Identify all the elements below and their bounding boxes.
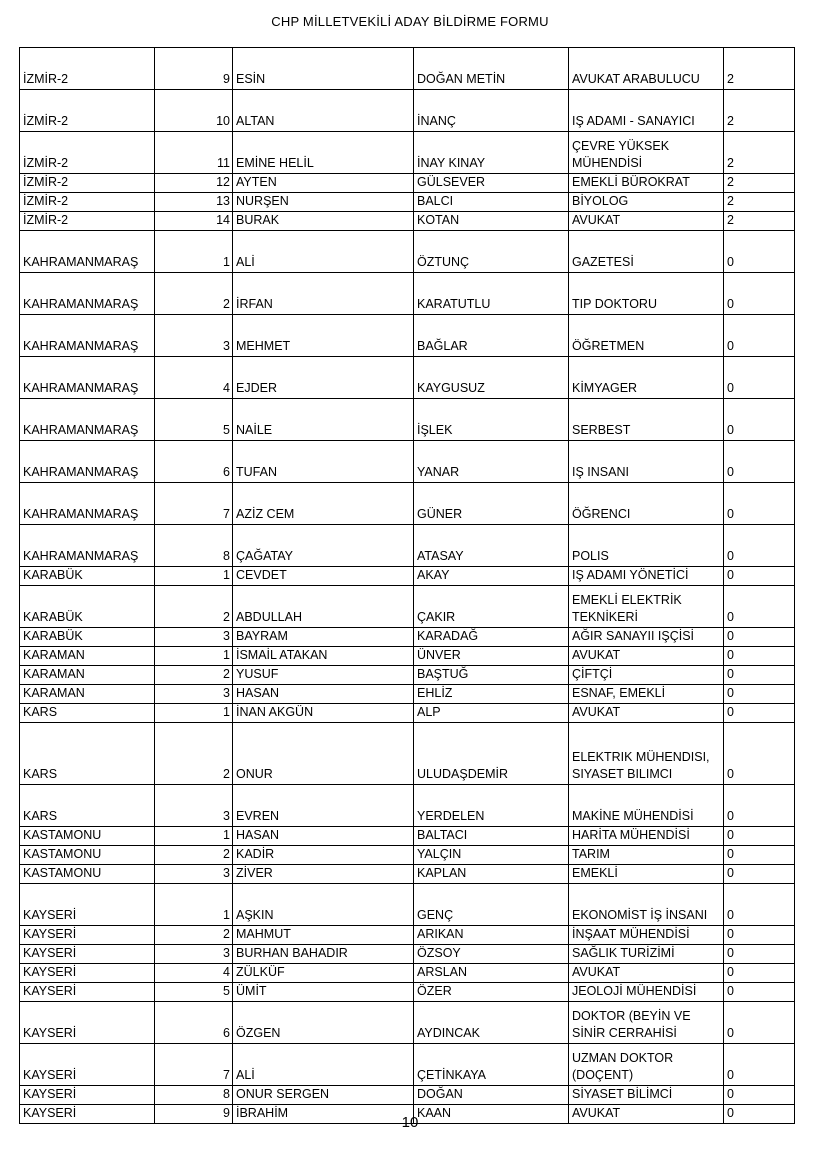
rank-cell: 7 bbox=[155, 1044, 233, 1086]
table-row bbox=[20, 212, 795, 231]
rank-cell: 3 bbox=[155, 785, 233, 827]
code-cell: 0 bbox=[724, 685, 795, 704]
table-row bbox=[20, 827, 795, 846]
first-name-cell: İNAN AKGÜN bbox=[233, 704, 414, 723]
profession-cell: ÇEVRE YÜKSEK MÜHENDİSİ bbox=[569, 132, 724, 174]
table-row bbox=[20, 90, 795, 132]
profession-cell: TARIM bbox=[569, 846, 724, 865]
last-name-cell: DOĞAN bbox=[414, 1086, 569, 1105]
table-row bbox=[20, 884, 795, 926]
profession-cell: AĞIR SANAYII IŞÇİSİ bbox=[569, 628, 724, 647]
rank-cell: 1 bbox=[155, 884, 233, 926]
profession-cell: TIP DOKTORU bbox=[569, 273, 724, 315]
last-name-cell: YALÇIN bbox=[414, 846, 569, 865]
last-name-cell: ÖZER bbox=[414, 983, 569, 1002]
code-cell: 0 bbox=[724, 567, 795, 586]
first-name-cell: NAİLE bbox=[233, 399, 414, 441]
table-row bbox=[20, 1086, 795, 1105]
province-cell: KARS bbox=[20, 704, 155, 723]
profession-cell: EKONOMİST İŞ İNSANI bbox=[569, 884, 724, 926]
province-cell: KAYSERİ bbox=[20, 1086, 155, 1105]
code-cell: 0 bbox=[724, 273, 795, 315]
province-cell: KAHRAMANMARAŞ bbox=[20, 483, 155, 525]
first-name-cell: MAHMUT bbox=[233, 926, 414, 945]
table-row bbox=[20, 525, 795, 567]
table-row bbox=[20, 174, 795, 193]
table-row bbox=[20, 441, 795, 483]
rank-cell: 11 bbox=[155, 132, 233, 174]
last-name-cell: ARIKAN bbox=[414, 926, 569, 945]
code-cell: 0 bbox=[724, 1086, 795, 1105]
first-name-cell: BAYRAM bbox=[233, 628, 414, 647]
code-cell: 2 bbox=[724, 90, 795, 132]
first-name-cell: ÇAĞATAY bbox=[233, 525, 414, 567]
first-name-cell: EJDER bbox=[233, 357, 414, 399]
last-name-cell: AYDINCAK bbox=[414, 1002, 569, 1044]
province-cell: KASTAMONU bbox=[20, 846, 155, 865]
first-name-cell: ONUR SERGEN bbox=[233, 1086, 414, 1105]
rank-cell: 2 bbox=[155, 846, 233, 865]
first-name-cell: BURHAN BAHADIR bbox=[233, 945, 414, 964]
rank-cell: 10 bbox=[155, 90, 233, 132]
table-row bbox=[20, 983, 795, 1002]
table-row bbox=[20, 273, 795, 315]
province-cell: KAHRAMANMARAŞ bbox=[20, 357, 155, 399]
province-cell: İZMİR-2 bbox=[20, 90, 155, 132]
rank-cell: 4 bbox=[155, 964, 233, 983]
first-name-cell: ESİN bbox=[233, 48, 414, 90]
profession-cell: POLIS bbox=[569, 525, 724, 567]
province-cell: İZMİR-2 bbox=[20, 174, 155, 193]
province-cell: KAHRAMANMARAŞ bbox=[20, 231, 155, 273]
code-cell: 2 bbox=[724, 174, 795, 193]
table-row bbox=[20, 1002, 795, 1044]
code-cell: 2 bbox=[724, 193, 795, 212]
province-cell: KARS bbox=[20, 785, 155, 827]
profession-cell: SİYASET BİLİMCİ bbox=[569, 1086, 724, 1105]
first-name-cell: İSMAİL ATAKAN bbox=[233, 647, 414, 666]
last-name-cell: ULUDAŞDEMİR bbox=[414, 723, 569, 785]
rank-cell: 2 bbox=[155, 723, 233, 785]
profession-cell: IŞ INSANI bbox=[569, 441, 724, 483]
rank-cell: 4 bbox=[155, 357, 233, 399]
code-cell: 0 bbox=[724, 964, 795, 983]
profession-cell: İNŞAAT MÜHENDİSİ bbox=[569, 926, 724, 945]
code-cell: 0 bbox=[724, 483, 795, 525]
profession-cell: DOKTOR (BEYİN VE SİNİR CERRAHİSİ bbox=[569, 1002, 724, 1044]
province-cell: KAHRAMANMARAŞ bbox=[20, 441, 155, 483]
profession-cell: EMEKLİ bbox=[569, 865, 724, 884]
code-cell: 0 bbox=[724, 666, 795, 685]
first-name-cell: ONUR bbox=[233, 723, 414, 785]
table-row bbox=[20, 865, 795, 884]
profession-cell: ÖĞRENCI bbox=[569, 483, 724, 525]
province-cell: KARS bbox=[20, 723, 155, 785]
profession-cell: ELEKTRIK MÜHENDISI, SIYASET BILIMCI bbox=[569, 723, 724, 785]
table-row bbox=[20, 647, 795, 666]
province-cell: KAYSERİ bbox=[20, 983, 155, 1002]
table-row bbox=[20, 945, 795, 964]
province-cell: KAYSERİ bbox=[20, 964, 155, 983]
last-name-cell: AKAY bbox=[414, 567, 569, 586]
province-cell: KASTAMONU bbox=[20, 865, 155, 884]
code-cell: 0 bbox=[724, 1044, 795, 1086]
code-cell: 2 bbox=[724, 212, 795, 231]
last-name-cell: BALTACI bbox=[414, 827, 569, 846]
rank-cell: 1 bbox=[155, 567, 233, 586]
rank-cell: 2 bbox=[155, 926, 233, 945]
last-name-cell: BALCI bbox=[414, 193, 569, 212]
rank-cell: 3 bbox=[155, 865, 233, 884]
table-row bbox=[20, 483, 795, 525]
first-name-cell: ALİ bbox=[233, 1044, 414, 1086]
code-cell: 0 bbox=[724, 399, 795, 441]
code-cell: 0 bbox=[724, 846, 795, 865]
province-cell: KAHRAMANMARAŞ bbox=[20, 525, 155, 567]
last-name-cell: ÖZSOY bbox=[414, 945, 569, 964]
rank-cell: 13 bbox=[155, 193, 233, 212]
table-row bbox=[20, 628, 795, 647]
table-row bbox=[20, 193, 795, 212]
profession-cell: IŞ ADAMI - SANAYICI bbox=[569, 90, 724, 132]
code-cell: 0 bbox=[724, 723, 795, 785]
first-name-cell: AZİZ CEM bbox=[233, 483, 414, 525]
table-row bbox=[20, 666, 795, 685]
table-row bbox=[20, 964, 795, 983]
province-cell: KAYSERİ bbox=[20, 884, 155, 926]
province-cell: KAYSERİ bbox=[20, 926, 155, 945]
province-cell: KAYSERİ bbox=[20, 1105, 155, 1124]
first-name-cell: ÖZGEN bbox=[233, 1002, 414, 1044]
rank-cell: 2 bbox=[155, 666, 233, 685]
rank-cell: 6 bbox=[155, 441, 233, 483]
rank-cell: 12 bbox=[155, 174, 233, 193]
last-name-cell: ÖZTUNÇ bbox=[414, 231, 569, 273]
province-cell: KAHRAMANMARAŞ bbox=[20, 273, 155, 315]
rank-cell: 3 bbox=[155, 945, 233, 964]
profession-cell: AVUKAT bbox=[569, 647, 724, 666]
profession-cell: IŞ ADAMI YÖNETİCİ bbox=[569, 567, 724, 586]
code-cell: 2 bbox=[724, 48, 795, 90]
rank-cell: 1 bbox=[155, 231, 233, 273]
profession-cell: EMEKLİ BÜROKRAT bbox=[569, 174, 724, 193]
table-row bbox=[20, 315, 795, 357]
last-name-cell: İŞLEK bbox=[414, 399, 569, 441]
code-cell: 0 bbox=[724, 315, 795, 357]
rank-cell: 14 bbox=[155, 212, 233, 231]
province-cell: KAHRAMANMARAŞ bbox=[20, 399, 155, 441]
table-row bbox=[20, 846, 795, 865]
profession-cell: ÖĞRETMEN bbox=[569, 315, 724, 357]
rank-cell: 2 bbox=[155, 273, 233, 315]
first-name-cell: ALİ bbox=[233, 231, 414, 273]
page-title: CHP MİLLETVEKİLİ ADAY BİLDİRME FORMU bbox=[271, 14, 549, 29]
code-cell: 0 bbox=[724, 827, 795, 846]
first-name-cell: KADİR bbox=[233, 846, 414, 865]
province-cell: KARAMAN bbox=[20, 647, 155, 666]
province-cell: KARABÜK bbox=[20, 628, 155, 647]
profession-cell: EMEKLİ ELEKTRİK TEKNİKERİ bbox=[569, 586, 724, 628]
last-name-cell: KAYGUSUZ bbox=[414, 357, 569, 399]
code-cell: 0 bbox=[724, 628, 795, 647]
last-name-cell: YERDELEN bbox=[414, 785, 569, 827]
profession-cell: GAZETESİ bbox=[569, 231, 724, 273]
first-name-cell: NURŞEN bbox=[233, 193, 414, 212]
last-name-cell: KOTAN bbox=[414, 212, 569, 231]
table-row bbox=[20, 399, 795, 441]
last-name-cell: ÇETİNKAYA bbox=[414, 1044, 569, 1086]
profession-cell: SAĞLIK TURİZİMİ bbox=[569, 945, 724, 964]
code-cell: 0 bbox=[724, 983, 795, 1002]
table-row bbox=[20, 567, 795, 586]
code-cell: 0 bbox=[724, 441, 795, 483]
last-name-cell: ARSLAN bbox=[414, 964, 569, 983]
first-name-cell: İBRAHİM bbox=[233, 1105, 414, 1124]
rank-cell: 3 bbox=[155, 628, 233, 647]
profession-cell: AVUKAT bbox=[569, 212, 724, 231]
code-cell: 0 bbox=[724, 785, 795, 827]
rank-cell: 6 bbox=[155, 1002, 233, 1044]
profession-cell: AVUKAT ARABULUCU bbox=[569, 48, 724, 90]
rank-cell: 8 bbox=[155, 1086, 233, 1105]
last-name-cell: ALP bbox=[414, 704, 569, 723]
first-name-cell: AYTEN bbox=[233, 174, 414, 193]
table-row bbox=[20, 926, 795, 945]
last-name-cell: DOĞAN METİN bbox=[414, 48, 569, 90]
profession-cell: JEOLOJİ MÜHENDİSİ bbox=[569, 983, 724, 1002]
rank-cell: 2 bbox=[155, 586, 233, 628]
first-name-cell: EMİNE HELİL bbox=[233, 132, 414, 174]
first-name-cell: ALTAN bbox=[233, 90, 414, 132]
profession-cell: ESNAF, EMEKLİ bbox=[569, 685, 724, 704]
profession-cell: AVUKAT bbox=[569, 704, 724, 723]
last-name-cell: ÇAKIR bbox=[414, 586, 569, 628]
table-row bbox=[20, 132, 795, 174]
code-cell: 0 bbox=[724, 357, 795, 399]
rank-cell: 8 bbox=[155, 525, 233, 567]
rank-cell: 1 bbox=[155, 704, 233, 723]
first-name-cell: YUSUF bbox=[233, 666, 414, 685]
province-cell: KASTAMONU bbox=[20, 827, 155, 846]
profession-cell: MAKİNE MÜHENDİSİ bbox=[569, 785, 724, 827]
first-name-cell: BURAK bbox=[233, 212, 414, 231]
last-name-cell: KAPLAN bbox=[414, 865, 569, 884]
first-name-cell: EVREN bbox=[233, 785, 414, 827]
code-cell: 0 bbox=[724, 1105, 795, 1124]
last-name-cell: GÜLSEVER bbox=[414, 174, 569, 193]
rank-cell: 9 bbox=[155, 48, 233, 90]
first-name-cell: HASAN bbox=[233, 685, 414, 704]
table-row bbox=[20, 586, 795, 628]
code-cell: 0 bbox=[724, 231, 795, 273]
table-row bbox=[20, 704, 795, 723]
province-cell: İZMİR-2 bbox=[20, 48, 155, 90]
first-name-cell: AŞKIN bbox=[233, 884, 414, 926]
last-name-cell: KARADAĞ bbox=[414, 628, 569, 647]
first-name-cell: CEVDET bbox=[233, 567, 414, 586]
code-cell: 0 bbox=[724, 704, 795, 723]
last-name-cell: BAŞTUĞ bbox=[414, 666, 569, 685]
last-name-cell: GÜNER bbox=[414, 483, 569, 525]
last-name-cell: YANAR bbox=[414, 441, 569, 483]
table-row bbox=[20, 685, 795, 704]
first-name-cell: ZİVER bbox=[233, 865, 414, 884]
last-name-cell: İNAY KINAY bbox=[414, 132, 569, 174]
rank-cell: 9 bbox=[155, 1105, 233, 1124]
table-row bbox=[20, 357, 795, 399]
province-cell: İZMİR-2 bbox=[20, 132, 155, 174]
rank-cell: 7 bbox=[155, 483, 233, 525]
first-name-cell: ÜMİT bbox=[233, 983, 414, 1002]
first-name-cell: HASAN bbox=[233, 827, 414, 846]
table-row bbox=[20, 1044, 795, 1086]
page-number: 10 bbox=[401, 1114, 419, 1131]
profession-cell: HARİTA MÜHENDİSİ bbox=[569, 827, 724, 846]
table-row bbox=[20, 723, 795, 785]
province-cell: KARABÜK bbox=[20, 567, 155, 586]
code-cell: 2 bbox=[724, 132, 795, 174]
table-row bbox=[20, 48, 795, 90]
table-row bbox=[20, 785, 795, 827]
province-cell: İZMİR-2 bbox=[20, 212, 155, 231]
code-cell: 0 bbox=[724, 865, 795, 884]
profession-cell: BİYOLOG bbox=[569, 193, 724, 212]
last-name-cell: KARATUTLU bbox=[414, 273, 569, 315]
province-cell: KARAMAN bbox=[20, 685, 155, 704]
last-name-cell: EHLİZ bbox=[414, 685, 569, 704]
province-cell: KAYSERİ bbox=[20, 945, 155, 964]
province-cell: KARAMAN bbox=[20, 666, 155, 685]
rank-cell: 5 bbox=[155, 399, 233, 441]
profession-cell: ÇİFTÇİ bbox=[569, 666, 724, 685]
first-name-cell: İRFAN bbox=[233, 273, 414, 315]
table-row bbox=[20, 231, 795, 273]
province-cell: KARABÜK bbox=[20, 586, 155, 628]
last-name-cell: ATASAY bbox=[414, 525, 569, 567]
code-cell: 0 bbox=[724, 525, 795, 567]
rank-cell: 5 bbox=[155, 983, 233, 1002]
province-cell: KAYSERİ bbox=[20, 1044, 155, 1086]
rank-cell: 3 bbox=[155, 685, 233, 704]
profession-cell: SERBEST bbox=[569, 399, 724, 441]
last-name-cell: KAAN bbox=[414, 1105, 569, 1124]
province-cell: KAHRAMANMARAŞ bbox=[20, 315, 155, 357]
code-cell: 0 bbox=[724, 647, 795, 666]
last-name-cell: GENÇ bbox=[414, 884, 569, 926]
first-name-cell: ABDULLAH bbox=[233, 586, 414, 628]
profession-cell: AVUKAT bbox=[569, 964, 724, 983]
first-name-cell: TUFAN bbox=[233, 441, 414, 483]
last-name-cell: ÜNVER bbox=[414, 647, 569, 666]
code-cell: 0 bbox=[724, 586, 795, 628]
candidate-table-body bbox=[20, 48, 795, 1124]
profession-cell: UZMAN DOKTOR (DOÇENT) bbox=[569, 1044, 724, 1086]
profession-cell: AVUKAT bbox=[569, 1105, 724, 1124]
candidate-table bbox=[19, 47, 795, 1124]
code-cell: 0 bbox=[724, 926, 795, 945]
rank-cell: 1 bbox=[155, 827, 233, 846]
rank-cell: 3 bbox=[155, 315, 233, 357]
profession-cell: KİMYAGER bbox=[569, 357, 724, 399]
province-cell: KAYSERİ bbox=[20, 1002, 155, 1044]
province-cell: İZMİR-2 bbox=[20, 193, 155, 212]
rank-cell: 1 bbox=[155, 647, 233, 666]
last-name-cell: İNANÇ bbox=[414, 90, 569, 132]
last-name-cell: BAĞLAR bbox=[414, 315, 569, 357]
code-cell: 0 bbox=[724, 1002, 795, 1044]
code-cell: 0 bbox=[724, 884, 795, 926]
code-cell: 0 bbox=[724, 945, 795, 964]
first-name-cell: ZÜLKÜF bbox=[233, 964, 414, 983]
first-name-cell: MEHMET bbox=[233, 315, 414, 357]
